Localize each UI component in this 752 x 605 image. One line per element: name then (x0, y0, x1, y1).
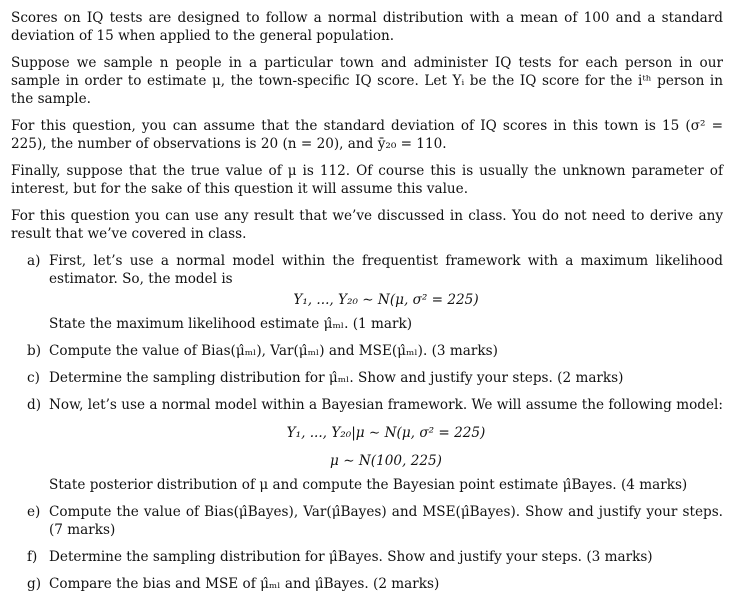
model-equation-a: Y₁, ..., Y₂₀ ∼ N(μ, σ² = 225) (293, 292, 479, 308)
question-text-g: Compare the bias and MSE of μ̂ₘₗ and μ̂Bayes. (2 marks) (49, 576, 440, 592)
question-item-g (27, 575, 723, 593)
intro-paragraph-4: Finally, suppose that the true value of μ is 112. Of course this is usually the unknown parameter of interest, but for the sake of this question it will assume this value. (11, 163, 723, 197)
question-item-d (27, 396, 723, 494)
model-equation-d-prior: μ ∼ N(100, 225) (330, 453, 442, 469)
question-text-e: Compute the value of Bias(μ̂Bayes), Var(μ̂Bayes) and MSE(μ̂Bayes). Show and justify your steps. (7 marks) (49, 504, 723, 538)
question-label-d: d) (27, 397, 42, 413)
question-text-a: First, let’s use a normal model within the frequentist framework with a maximum likelihood estimator. So, the model is (49, 253, 723, 287)
question-text-c: Determine the sampling distribution for μ̂ₘₗ. Show and justify your steps. (2 marks) (49, 370, 624, 386)
question-label-f: f) (27, 549, 38, 565)
intro-paragraph-2: Suppose we sample n people in a particular town and administer IQ tests for each person in our sample in order to estimate μ, the town-specific IQ score. Let Yᵢ be the IQ score for the iᵗʰ person in the sample. (11, 55, 723, 107)
question-text-d: Now, let’s use a normal model within a Bayesian framework. We will assume the following model: (49, 397, 723, 413)
intro-paragraph-3: For this question, you can assume that the standard deviation of IQ scores in this town is 15 (σ² = 225), the number of observations is 20 (n = 20), and ȳ₂₀ = 110. (11, 118, 723, 152)
question-text-b: Compute the value of Bias(μ̂ₘₗ), Var(μ̂ₘₗ) and MSE(μ̂ₘₗ). (3 marks) (49, 343, 498, 359)
intro-paragraph-1: Scores on IQ tests are designed to follow a normal distribution with a mean of 100 and a standard deviation of 15 when applied to the general population. (11, 10, 723, 44)
question-page (11, 9, 723, 602)
question-body-a (49, 252, 723, 333)
question-item-e (27, 503, 723, 539)
intro-paragraph-5: For this question you can use any result that we’ve discussed in class. You do not need to derive any result that we’ve covered in class. (11, 208, 723, 242)
question-item-b (27, 342, 723, 360)
question-followup-d: State posterior distribution of μ and compute the Bayesian point estimate μ̂Bayes. (4 marks) (49, 477, 688, 493)
question-item-a (27, 252, 723, 333)
question-text-f: Determine the sampling distribution for μ̂Bayes. Show and justify your steps. (3 marks) (49, 549, 653, 565)
question-label-e: e) (27, 504, 41, 520)
question-item-f (27, 548, 723, 566)
question-label-a: a) (27, 253, 41, 269)
question-item-c (27, 369, 723, 387)
question-followup-a: State the maximum likelihood estimate μ̂ₘₗ. (1 mark) (49, 316, 413, 332)
question-label-c: c) (27, 370, 40, 386)
question-body-d (49, 396, 723, 494)
question-label-b: b) (27, 343, 42, 359)
model-equation-d-likelihood: Y₁, ..., Y₂₀|μ ∼ N(μ, σ² = 225) (286, 425, 486, 441)
question-label-g: g) (27, 576, 42, 592)
